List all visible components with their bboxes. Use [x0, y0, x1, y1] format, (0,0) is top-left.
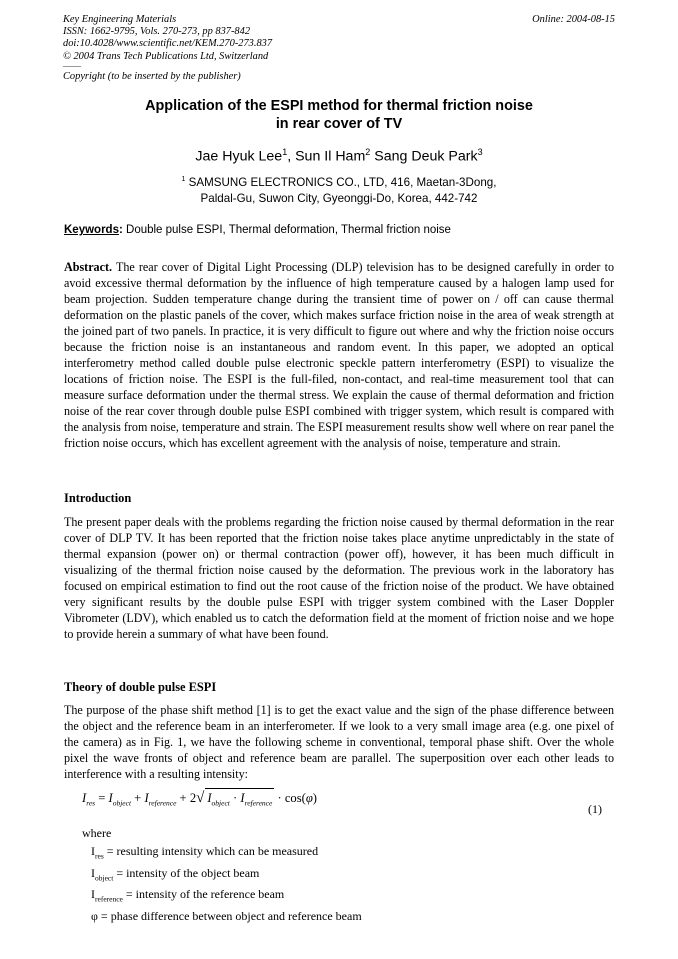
definition-phi: φ = phase difference between object and reference beam — [91, 909, 362, 924]
introduction-heading: Introduction — [64, 491, 132, 505]
eq-sub-object: object — [211, 798, 230, 808]
def-symbol-i: I — [91, 865, 95, 880]
definition-object — [91, 865, 362, 887]
author-separator: , — [287, 148, 296, 165]
copyright-note: Copyright (to be inserted by the publisher) — [63, 71, 241, 82]
symbol-definitions — [91, 843, 362, 924]
journal-header — [63, 14, 272, 63]
eq-symbol-i: I — [240, 791, 245, 805]
paper-title — [63, 97, 615, 133]
eq-plus: + — [131, 791, 145, 805]
theory-heading: Theory of double pulse ESPI — [64, 680, 217, 694]
online-date: Online: 2004-08-15 — [532, 14, 615, 25]
abstract-paragraph — [64, 259, 614, 451]
def-symbol-i: I — [91, 887, 95, 902]
def-sub: reference — [95, 894, 123, 904]
eq-plus: + — [176, 791, 190, 805]
keywords-text: Double pulse ESPI, Thermal deformation, Thermal friction noise — [122, 224, 451, 236]
eq-cos: cos( — [284, 791, 306, 805]
equation-number: (1) — [588, 802, 602, 816]
affiliation — [63, 172, 615, 207]
eq-radical: √ — [196, 790, 205, 806]
eq-sub-reference: reference — [244, 798, 273, 808]
author-list — [63, 147, 615, 165]
journal-name: Key Engineering Materials — [63, 14, 177, 25]
def-symbol-i: I — [91, 844, 95, 858]
definition-res — [91, 843, 362, 865]
affiliation-marker: 1 — [181, 176, 186, 183]
definition-reference — [91, 886, 362, 908]
journal-publisher: © 2004 Trans Tech Publications Ltd, Switzerland — [63, 50, 269, 62]
eq-phi: φ — [305, 791, 313, 805]
abstract-label: Abstract. — [64, 260, 113, 274]
keywords-colon: : — [118, 224, 123, 236]
eq-equals: = — [95, 791, 109, 805]
keywords — [64, 224, 451, 236]
eq-dot: · — [229, 791, 241, 805]
abstract-text: The rear cover of Digital Light Processing (DLP) television has to be designed carefully in order to avoid excessive thermal deformation by the influence of high temperature caused by a halogen lamp used for beam projection. Sudden temperature change during the transient time of power on / off can cause thermal deformation on the plastic panels of the cover, which makes surface friction noise in the area of weak strength at the joined part of two panels. In practice, it is very difficult to figure out where and why the friction noise occurs because the friction noise is an instantaneous and random event. In this paper, we adopted an optical interferometry method called double pulse electronic speckle pattern interferometry (ESPI) to visualize the locations of friction noise. The ESPI is the full-filed, non-contact, and real-time measurement tool that can measure surface deformation under the thermal stress. We explain the cause of thermal deformation and friction noise of the rear cover through double pulse ESPI combined with trigger system, which result is compared with the analysis from noise, temperature and strain. The ESPI measurement results show well where on rear panel the friction noise occurs, which has excellent agreement with the analysis of noise, temperature and strain. — [64, 260, 614, 450]
def-sub: object — [95, 873, 114, 883]
keywords-label: Keywords — [64, 224, 119, 236]
eq-sub-res: res — [86, 798, 96, 808]
title-line-2: in rear cover of TV — [275, 116, 403, 132]
where-label: where — [82, 826, 112, 840]
eq-dot: · — [274, 791, 285, 805]
eq-sqrt-body — [205, 788, 274, 808]
author-2-affil: 2 — [365, 147, 371, 157]
author-3-affil: 3 — [477, 147, 483, 157]
eq-symbol-i: I — [144, 791, 149, 805]
eq-sub-object: object — [112, 798, 132, 808]
header-rule — [63, 66, 81, 67]
eq-sub-reference: reference — [148, 798, 177, 808]
title-line-1: Application of the ESPI method for thermal friction noise — [145, 98, 533, 114]
author-3: Sang Deuk Park — [374, 148, 478, 165]
author-1-affil: 1 — [282, 147, 288, 157]
eq-symbol-i: I — [207, 791, 212, 805]
eq-coefficient: 2 — [189, 791, 197, 805]
affiliation-text-1: SAMSUNG ELECTRONICS CO., LTD, 416, Maetan-3Dong, — [185, 175, 497, 189]
author-1: Jae Hyuk Lee — [195, 148, 283, 165]
theory-paragraph: The purpose of the phase shift method [1] is to get the exact value and the sign of the phase difference between the object and the reference beam in an interferometer. If we look to a very small image area (e.g. one pixel of the camera) as in Fig. 1, we have the following scheme in conventional, temporal phase shift. Over the whole pixel the wave fronts of object and reference beam are parallel. The superposition over each other leads to interference with a resulting intensity: — [64, 703, 614, 781]
def-text: = intensity of the reference beam — [122, 887, 285, 902]
def-text: = intensity of the object beam — [113, 865, 260, 880]
intensity-equation — [82, 788, 317, 808]
def-text: = resulting intensity which can be measured — [103, 844, 319, 858]
eq-symbol-i: I — [82, 791, 87, 805]
def-sub: res — [95, 851, 104, 861]
journal-doi: doi:10.4028/www.scientific.net/KEM.270-273.837 — [63, 38, 273, 50]
introduction-paragraph: The present paper deals with the problems regarding the friction noise caused by thermal deformation in the rear cover of DLP TV. It has been reported that the friction noise takes place anytime unpredictably in the state of thermal expansion (power on) or thermal contraction (power off), however, it has been much difficult in visualizing of the thermal friction noise caused by the deformation. The previous work in the laboratory has focused on empirical estimation to find out the root cause of the friction noise of the product. We have obtained very significant results by the double pulse ESPI with trigger system combined with the Laser Doppler Vibrometer (LDV), which enabled us to catch the deformation field at the moment of friction noise and we hope to provide herein a summary of what have been found. — [64, 515, 614, 641]
journal-issn: ISSN: 1662-9795, Vols. 270-273, pp 837-842 — [63, 26, 251, 38]
eq-close: ) — [312, 791, 317, 805]
eq-symbol-i: I — [108, 791, 113, 805]
author-2: Sun Il Ham — [295, 148, 366, 165]
affiliation-line-1 — [63, 172, 615, 191]
affiliation-line-2: Paldal-Gu, Suwon City, Gyeonggi-Do, Korea, 442-742 — [200, 191, 478, 205]
